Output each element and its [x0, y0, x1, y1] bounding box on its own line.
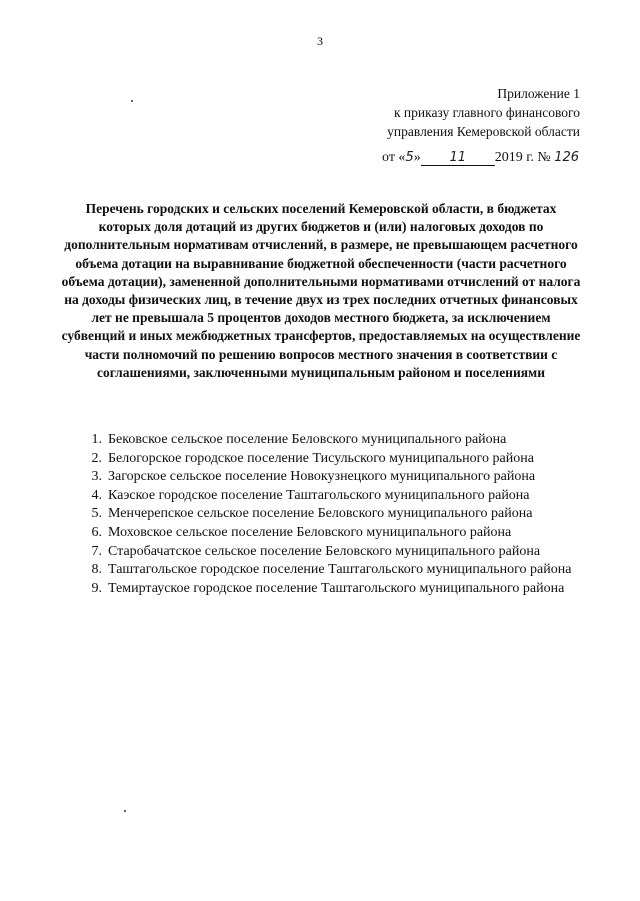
order-number: 126 [554, 150, 580, 165]
list-item-text: Темиртауское городское поселение Таштагольского муниципального района [108, 580, 565, 596]
list-item-number: 9. [91, 580, 102, 596]
list-item-text: Менчерепское сельское поселение Беловского муниципального района [108, 506, 533, 522]
order-day: 5 [405, 150, 414, 165]
list-item [82, 561, 582, 580]
list-item [82, 431, 582, 450]
order-month-field [421, 150, 495, 166]
document-heading: Перечень городских и сельских поселений Кемеровской области, в бюджетах которых доля дотаций из других бюджетов и (или) налоговых доходов по дополнительным нормативам отчислений, в размере, не превышающем расчетного объема дотации на выравнивание бюджетной обеспеченности (части расчетного объема дотации), замененной дополнительными нормативами отчислений от налога на доходы физических лиц, в течение двух из трех последних отчетных финансовых лет не превышала 5 процентов доходов местного бюджета, за исключением субвенций и иных межбюджетных трансфертов, предоставляемых на осуществление части полномочий по решению вопросов местного значения в соответствии с соглашениями, заключенными муниципальным районом и поселениями [61, 201, 581, 380]
list-item [82, 487, 582, 506]
list-item-text: Моховское сельское поселение Беловского муниципального района [108, 524, 512, 540]
list-item-number: 2. [91, 450, 102, 466]
appendix-block [387, 84, 580, 141]
list-item [82, 450, 582, 469]
list-item-number: 4. [91, 487, 102, 503]
list-item [82, 580, 582, 599]
order-year: 2019 г. № [494, 150, 551, 165]
page-number: 3 [317, 34, 323, 48]
list-item-number: 3. [91, 469, 102, 485]
list-item-text: Каэское городское поселение Таштагольского муниципального района [108, 487, 530, 503]
list-item-text: Бековское сельское поселение Беловского муниципального района [108, 432, 507, 447]
list-item-text: Загорское сельское поселение Новокузнецкого муниципального района [108, 469, 536, 485]
list-item-number: 6. [91, 524, 102, 540]
order-month: 11 [449, 150, 466, 165]
appendix-title: Приложение 1 [497, 86, 580, 101]
list-item-text: Белогорское городское поселение Тисульского муниципального района [108, 450, 534, 466]
order-quote-close: » [413, 150, 421, 165]
list-item [82, 468, 582, 487]
settlements-list [82, 431, 582, 598]
list-item-text: Таштагольское городское поселение Таштагольского муниципального района [108, 562, 572, 578]
list-item-number: 8. [91, 562, 102, 578]
appendix-line-2: к приказу главного финансового [393, 105, 580, 120]
order-prefix: от « [382, 150, 406, 165]
list-item-text: Старобачатское сельское поселение Беловского муниципального района [108, 543, 541, 559]
list-item-number: 7. [91, 543, 102, 559]
list-item [82, 543, 582, 562]
scan-speck [124, 810, 126, 812]
list-item [82, 524, 582, 543]
appendix-line-3: управления Кемеровской области [387, 124, 580, 139]
list-item-number: 1. [91, 432, 102, 447]
list-item [82, 505, 582, 524]
scan-speck [131, 100, 133, 102]
list-item-number: 5. [91, 506, 102, 522]
order-date-line [382, 150, 612, 166]
